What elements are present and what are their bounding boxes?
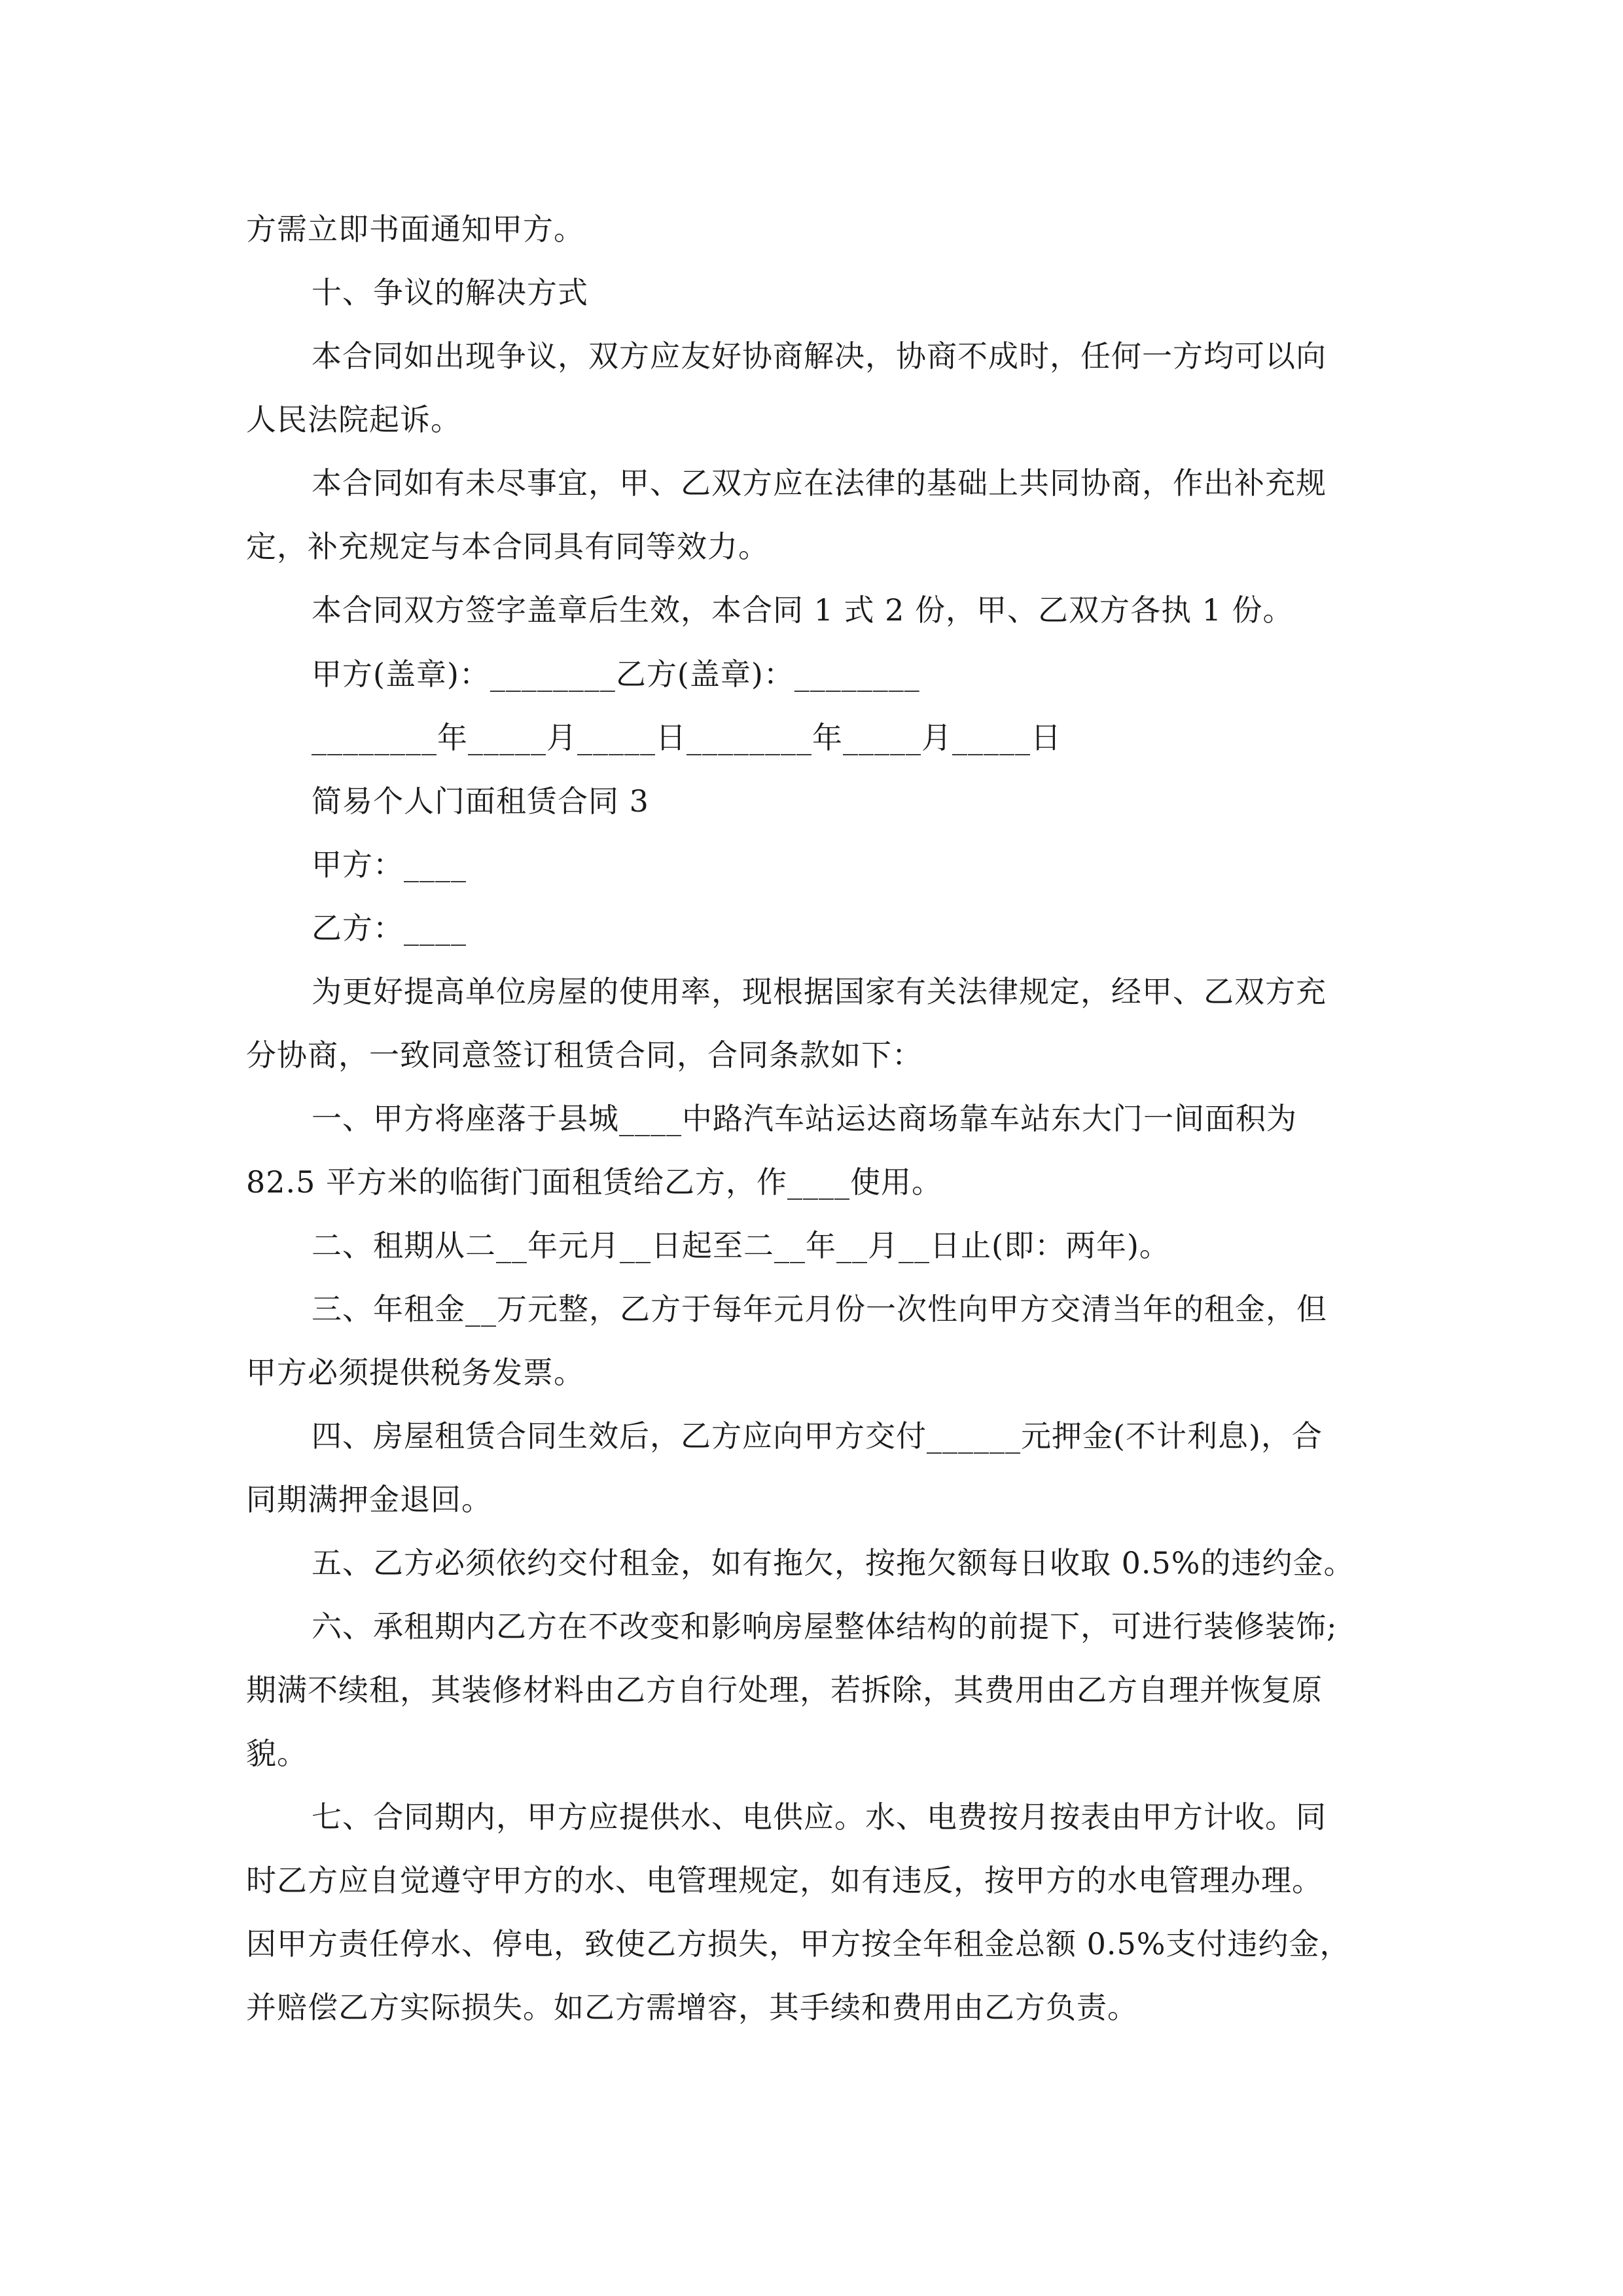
clause-line: 期满不续租，其装修材料由乙方自行处理，若拆除，其费用由乙方自理并恢复原 xyxy=(246,1672,1323,1708)
text-line: 本合同如有未尽事宜，甲、乙双方应在法律的基础上共同协商，作出补充规 xyxy=(312,465,1327,501)
text-line: 分协商，一致同意签订租赁合同，合同条款如下： xyxy=(246,1037,923,1073)
text-line: 本合同如出现争议，双方应友好协商解决，协商不成时，任何一方均可以向 xyxy=(312,338,1327,374)
clause-line: 七、合同期内，甲方应提供水、电供应。水、电费按月按表由甲方计收。同 xyxy=(312,1799,1327,1835)
text-line: 本合同双方签字盖章后生效，本合同 1 式 2 份，甲、乙双方各执 1 份。 xyxy=(312,592,1294,628)
text-line: 定，补充规定与本合同具有同等效力。 xyxy=(246,529,769,564)
clause-line: 并赔偿乙方实际损失。如乙方需增容，其手续和费用由乙方负责。 xyxy=(246,1990,1138,2025)
clause-line: 因甲方责任停水、停电，致使乙方损失，甲方按全年租金总额 0.5%支付违约金， xyxy=(246,1926,1351,1962)
party-b-line: 乙方：____ xyxy=(312,910,467,946)
signature-line: 甲方(盖章)：________乙方(盖章)：________ xyxy=(312,656,920,692)
section-heading: 十、争议的解决方式 xyxy=(312,275,588,310)
clause-line: 貌。 xyxy=(246,1736,308,1771)
text-line: 人民法院起诉。 xyxy=(246,402,461,437)
clause-line: 时乙方应自觉遵守甲方的水、电管理规定，如有违反，按甲方的水电管理办理。 xyxy=(246,1863,1323,1898)
contract-title: 简易个人门面租赁合同 3 xyxy=(312,783,649,819)
clause-line: 四、房屋租赁合同生效后，乙方应向甲方交付______元押金(不计利息)，合 xyxy=(312,1418,1323,1454)
clause-line: 三、年租金__万元整，乙方于每年元月份一次性向甲方交清当年的租金，但 xyxy=(312,1291,1327,1327)
party-a-line: 甲方：____ xyxy=(312,847,467,882)
clause-line: 甲方必须提供税务发票。 xyxy=(246,1355,584,1390)
clause-line: 同期满押金退回。 xyxy=(246,1482,492,1517)
date-line: ________年_____月_____日________年_____月_____日 xyxy=(312,720,1061,755)
clause-line: 二、租期从二__年元月__日起至二__年__月__日止(即：两年)。 xyxy=(312,1228,1170,1263)
clause-line: 一、甲方将座落于县城____中路汽车站运达商场靠车站东大门一间面积为 xyxy=(312,1101,1297,1136)
clause-line: 六、承租期内乙方在不改变和影响房屋整体结构的前提下，可进行装修装饰; xyxy=(312,1609,1338,1644)
text-line: 方需立即书面通知甲方。 xyxy=(246,211,584,247)
text-line: 为更好提高单位房屋的使用率，现根据国家有关法律规定，经甲、乙双方充 xyxy=(312,974,1327,1009)
clause-line: 82.5 平方米的临街门面租赁给乙方，作____使用。 xyxy=(246,1164,943,1200)
clause-line: 五、乙方必须依约交付租金，如有拖欠，按拖欠额每日收取 0.5%的违约金。 xyxy=(312,1545,1355,1581)
